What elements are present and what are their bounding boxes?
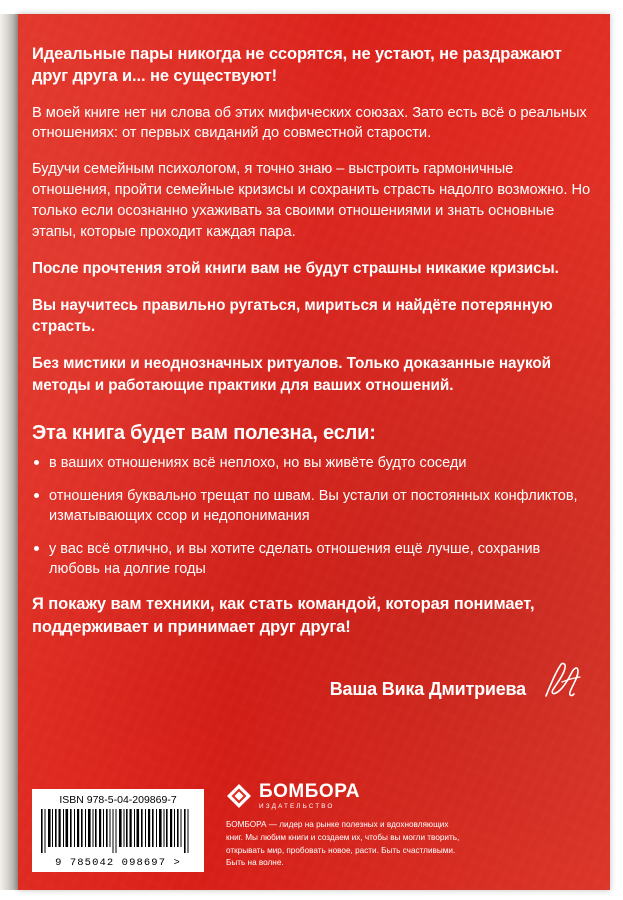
author-signature-row: [32, 660, 592, 700]
list-item: [32, 453, 592, 473]
isbn-text: ISBN 978-5-04-209869-7: [59, 794, 177, 806]
publisher-logo: [226, 782, 592, 810]
bullet-dot-icon: [34, 546, 39, 551]
publisher-description: БОМБОРА — лидер на рынке полезных и вдохновляющих книг. Мы любим книги и создаем их, чтобы вы могли творить, открывать мир, пробовать новое, расти. Быть счастливыми. Быть на волне.: [226, 820, 460, 868]
list-item: [32, 486, 592, 526]
list-item-label: у вас всё отлично, и вы хотите сделать отношения ещё лучше, сохранив любовь на долгие годы: [49, 541, 541, 578]
body-paragraph-4: Вы научитесь правильно ругаться, мириться и найдёте потерянную страсть.: [32, 296, 553, 336]
list-item-label: отношения буквально трещат по швам. Вы устали от постоянных конфликтов, изматывающих ссор и недопонимания: [49, 488, 578, 525]
barcode-digits: 9 785042 098697 >: [55, 857, 181, 869]
publisher-subtitle: ИЗДАТЕЛЬСТВО: [259, 802, 335, 810]
cover-content: [32, 30, 592, 890]
publisher-name: БОМБОРА: [259, 780, 360, 802]
body-paragraph-3: После прочтения этой книги вам не будут страшны никакие кризисы.: [32, 259, 559, 277]
body-paragraph-2: Будучи семейным психологом, я точно знаю – выстроить гармоничные отношения, пройти семейные кризисы и сохранить страсть надолго возможно. Но только если осознанно ухаживать за своими отношениями и знать основные этапы, которые проходит каждая пара.: [32, 161, 591, 240]
author-name: Ваша Вика Дмитриева: [329, 678, 526, 699]
bombora-mark-icon: [226, 783, 252, 809]
book-spine: [0, 14, 18, 890]
isbn-block: [32, 789, 204, 872]
body-paragraph-5: Без мистики и неоднозначных ритуалов. Только доказанные наукой методы и работающие практики для ваших отношений.: [32, 354, 552, 394]
bullet-dot-icon: [34, 493, 39, 498]
handwritten-autograph-icon: [540, 660, 586, 700]
section-heading: Эта книга будет вам полезна, если:: [32, 422, 376, 445]
bullet-dot-icon: [34, 460, 39, 465]
benefits-list: [32, 453, 592, 579]
list-item-label: в ваших отношениях всё неплохо, но вы живёте будто соседи: [49, 455, 467, 472]
body-paragraph-1: В моей книге нет ни слова об этих мифических союзах. Зато есть всё о реальных отношениях: от первых свиданий до совместной старости.: [32, 104, 587, 142]
closing-paragraph: Я покажу вам техники, как стать командой, которая понимает, поддерживает и принимает друг друга!: [32, 595, 535, 636]
back-cover-panel: [18, 14, 610, 890]
cover-footer: [32, 782, 592, 872]
publisher-block: [226, 782, 592, 872]
lead-paragraph: Идеальные пары никогда не ссорятся, не устают, не раздражают друг друга и... не существуют!: [32, 45, 562, 85]
barcode-icon: [39, 809, 197, 857]
list-item: [32, 539, 592, 579]
